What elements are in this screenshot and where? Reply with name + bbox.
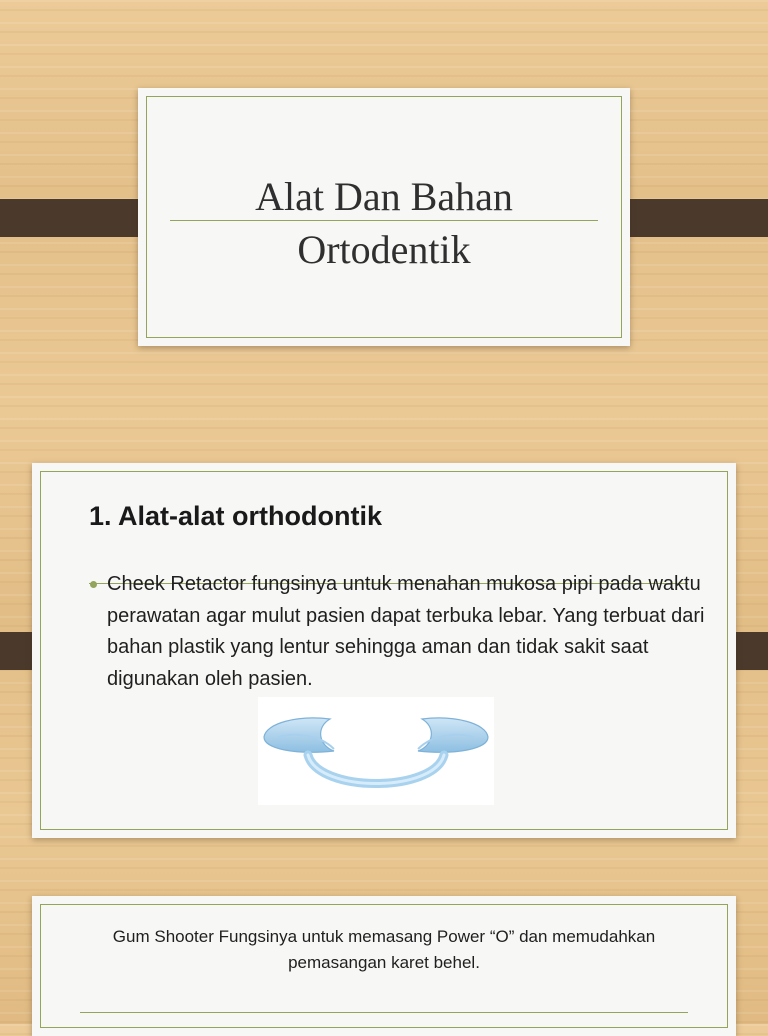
cheek-retractor-icon: [258, 697, 494, 805]
title-slide[interactable]: [138, 88, 630, 346]
bullet-text: Cheek Retactor fungsinya untuk menahan mukosa pipi pada waktu perawatan agar mulut pasien dapat terbuka lebar. Yang terbuat dari bahan plastik yang lentur sehingga aman dan tidak sakit saat digunakan oleh pasien.: [107, 573, 705, 690]
cheek-retractor-image: [258, 697, 494, 805]
caption-slide[interactable]: [32, 896, 736, 1036]
slide-1-left-tab: [0, 199, 155, 237]
slide-title-line-1: Alat Dan Bahan: [255, 174, 513, 219]
bullet-icon: [90, 581, 97, 588]
caption-divider: [80, 1012, 688, 1013]
slide-heading: 1. Alat-alat orthodontik: [89, 501, 383, 531]
slide-1-right-tab: [613, 199, 768, 237]
title-divider: [170, 220, 598, 221]
slide-title-line-2: Ortodentik: [297, 227, 471, 272]
slide-caption: Gum Shooter Fungsinya untuk memasang Power “O” dan memudahkan pemasangan karet behel.: [112, 927, 656, 972]
content-slide[interactable]: [32, 463, 736, 838]
